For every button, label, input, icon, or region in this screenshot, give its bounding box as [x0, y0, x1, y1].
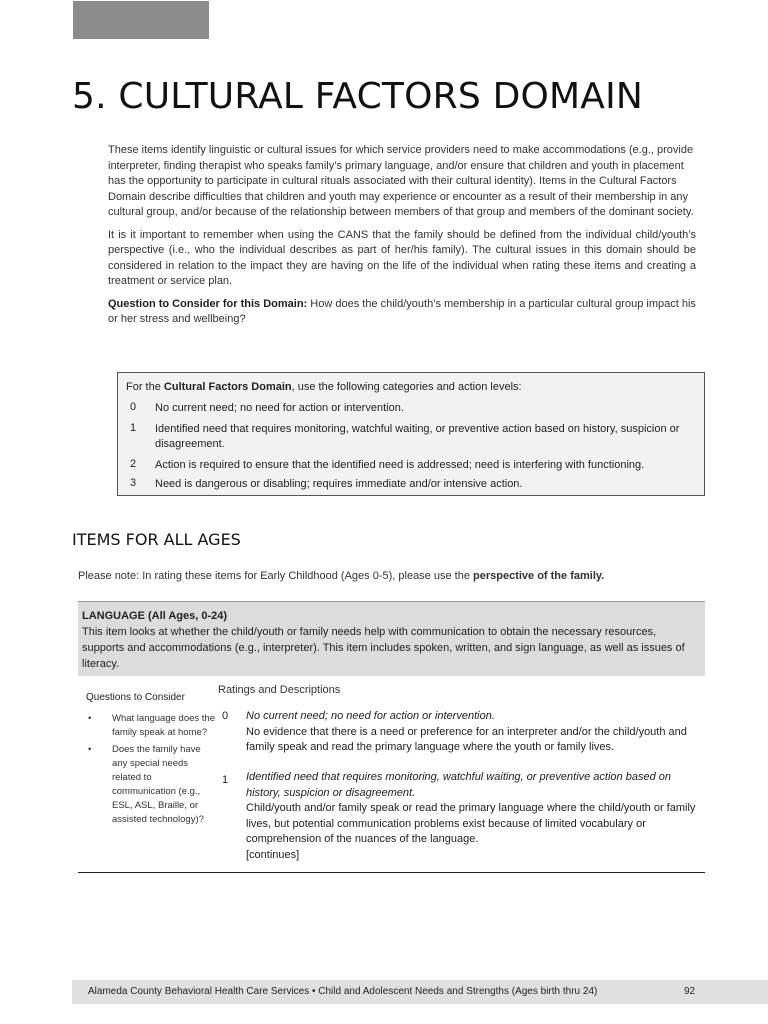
intro-paragraph-2: It is it important to remember when using the CANS that the family should be defined from the individual child/youth’s perspective (i.e., who the individual describes as part of her/his family). The cultural issues in this domain should be considered in relation to the impact they are having on the life of the individual when rating these items and creating a treatment or service plan.: [108, 228, 696, 287]
rating-description: No evidence that there is a need or preference for an interpreter and/or the child/youth and family speak and read the primary language where the youth or family lives.: [246, 725, 687, 753]
question-text: What language does the family speak at home?: [112, 713, 215, 738]
action-levels-box: [117, 372, 705, 496]
note-text: Please note: In rating these items for Early Childhood (Ages 0-5), please use the: [78, 570, 473, 582]
intro-section: [108, 143, 696, 335]
domain-question-label: Question to Consider for this Domain:: [108, 297, 308, 310]
levels-suffix: , use the following categories and action levels:: [291, 381, 522, 393]
continues-label: [continues]: [246, 848, 300, 861]
ratings-title: Ratings and Descriptions: [218, 684, 341, 696]
action-level-text: No current need; no need for action or intervention.: [155, 402, 404, 414]
intro-paragraph-1: These items identify linguistic or cultural issues for which service providers need to make accommodations (e.g., provide interpreter, finding therapist who speaks family’s primary language, and/or ensure that children and youth in placement has the opportunity to participate in cultural rituals associated with their cultural identity). Items in the Cultural Factors Domain describe difficulties that children and youth may experience or encounter as a result of their membership in any cultural group, and/or because of the relationship between members of that group and members of the dominant society.: [108, 144, 694, 218]
rating-level-text: No current need; no need for action or intervention.: [246, 710, 495, 722]
domain-question-text: How does the child/youth’s membership in a particular cultural group impact his or her stress and wellbeing?: [108, 297, 696, 325]
section-heading: ITEMS FOR ALL AGES: [72, 530, 241, 549]
action-level-text: Identified need that requires monitoring, watchful waiting, or preventive action based on history, suspicion or disagreement.: [155, 423, 680, 450]
item-description: This item looks at whether the child/youth or family needs help with communication to obtain the necessary resources, supports and accommodations (e.g., interpreter). This item includes spoken, written, and sign language, as well as issues of literacy.: [82, 626, 685, 670]
action-level-number: 1: [130, 422, 137, 434]
action-level-number: 3: [130, 477, 137, 489]
action-levels-title: [126, 381, 522, 393]
header-tab-block: [73, 1, 209, 39]
action-level-number: 2: [130, 458, 137, 470]
action-level-text: Need is dangerous or disabling; requires immediate and/or intensive action.: [155, 478, 523, 490]
question-item: [88, 743, 216, 827]
item-title: LANGUAGE (All Ages, 0-24): [82, 610, 228, 622]
question-item: [88, 712, 216, 740]
note-bold: perspective of the family.: [473, 570, 605, 582]
page-title: 5. CULTURAL FACTORS DOMAIN: [72, 76, 644, 117]
table-bottom-rule: [78, 872, 705, 873]
questions-title: Questions to Consider: [86, 692, 185, 703]
rating-body: [246, 770, 706, 863]
page-footer: [72, 980, 768, 1004]
footer-text: Alameda County Behavioral Health Care Services • Child and Adolescent Needs and Strengths (Ages birth thru 24): [88, 986, 598, 997]
rating-body: [246, 709, 706, 756]
action-level-text: Action is required to ensure that the identified need is addressed; need is interfering with functioning.: [155, 459, 645, 471]
bullet-icon: •: [88, 744, 92, 755]
rating-description: Child/youth and/or family speak or read the primary language where the child/youth or family lives, but potential communication problems exist because of limited vocabulary or comprehension of the nuances of the language.: [246, 802, 696, 845]
action-level-number: 0: [130, 401, 137, 413]
rating-level-text: Identified need that requires monitoring, watchful waiting, or preventive action based on history, suspicion or disagreement.: [246, 771, 671, 799]
bullet-icon: •: [88, 713, 92, 724]
levels-prefix: For the: [126, 381, 164, 393]
question-text: Does the family have any special needs related to communication (e.g., ESL, ASL, Braille, or assisted technology)?: [112, 744, 204, 825]
domain-question: [108, 297, 696, 328]
language-item-header: [78, 601, 705, 676]
early-childhood-note: [78, 570, 604, 582]
levels-domain: Cultural Factors Domain: [163, 381, 292, 393]
rating-number: 1: [222, 774, 229, 786]
page-number: 92: [684, 986, 696, 997]
rating-number: 0: [222, 710, 229, 722]
questions-list: [88, 712, 216, 830]
